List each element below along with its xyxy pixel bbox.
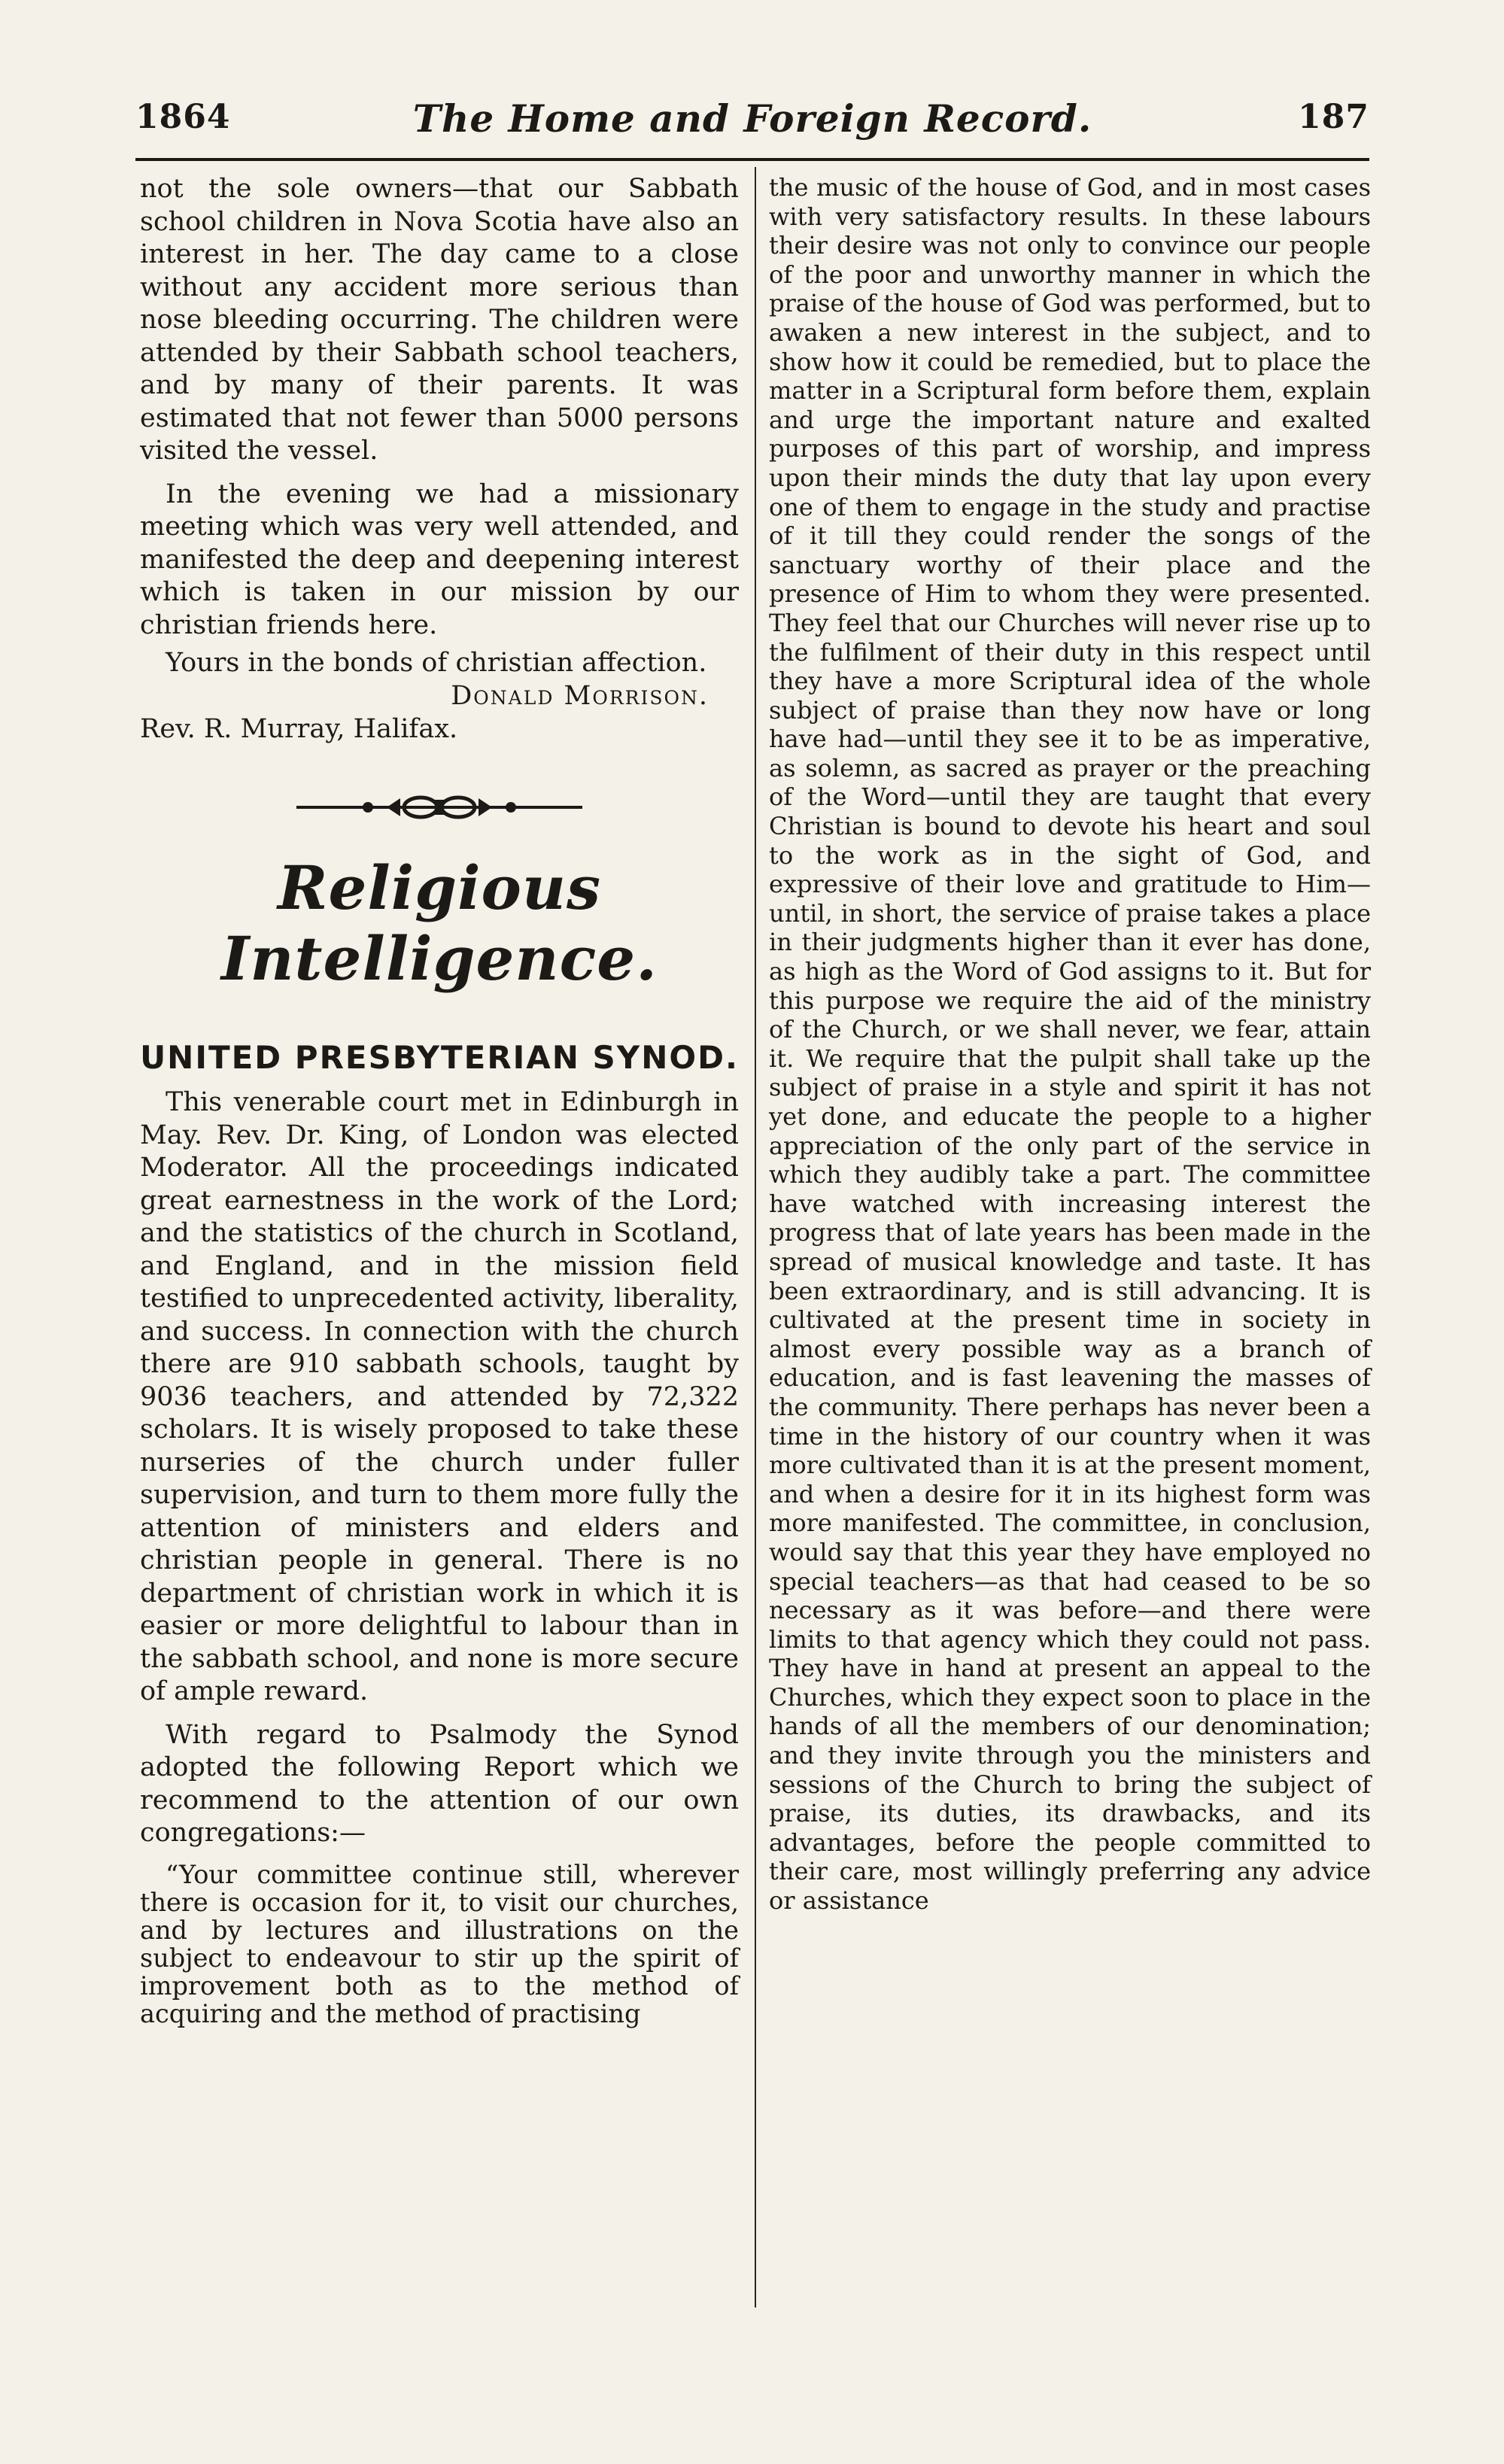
page-header (135, 96, 1369, 156)
page-number: 187 (1298, 98, 1369, 136)
left-column (140, 173, 739, 2028)
letter-recipient: Rev. R. Murray, Halifax. (140, 714, 458, 744)
letter-signoff: Yours in the bonds of christian affection. (166, 648, 707, 678)
right-column (769, 173, 1371, 1916)
header-year: 1864 (135, 98, 231, 136)
synod-paragraph: This venerable court met in Edinburgh in May. Rev. Dr. King, of London was elected Moderator. All the proceedings indicated great earnestness in the work of the Lord; and the statistics of the church in Scotland, and England, and in the mission field testified to unprecedented activity, liberality, and success. In connection with the church there are 910 sabbath schools, taught by 9036 teachers, and attended by 72,322 scholars. It is wisely proposed to take these nurseries of the church under fuller supervision, and turn to them more fully the attention of ministers and elders and christian people in general. There is no department of christian work in which it is easier or more delightful to labour than in the sabbath school, and none is more secure of ample reward. (140, 1087, 739, 1706)
letter-signer: Donald Morrison. (451, 681, 709, 711)
letter-paragraph-continued: not the sole owners—that our Sabbath school children in Nova Scotia have also an interest in her. The day came to a close without any accident more serious than nose bleeding occurring. The children were attended by their Sabbath school teachers, and by many of their parents. It was estimated that not fewer than 5000 persons visited the vessel. (140, 174, 739, 466)
section-ornament-divider (296, 792, 582, 822)
psalmody-intro-paragraph: With regard to Psalmody the Synod adopted the following Report which we recommend to the attention of our own congregations:— (140, 1719, 739, 1848)
publication-title: The Home and Foreign Record. (412, 96, 1092, 141)
section-heading: Religious Intelligence. (220, 852, 658, 994)
column-divider (755, 167, 756, 2308)
committee-report-quote-continued: the music of the house of God, and in most cases with very satisfactory results. In these labours their desire was not only to convince our people of the poor and unworthy manner in which the praise of the house of God was performed, but to awaken a new interest in the subject, and to show how it could be remedied, but to place the matter in a Scriptural form before them, explain and urge the important nature and exalted purposes of this part of worship, and impress upon their minds the duty that lay upon every one of them to engage in the study and practise of it till they could render the songs of the sanctuary worthy of their place and the presence of Him to whom they were presented. They feel that our Churches will never rise up to the fulfilment of their duty in this respect until they have a more Scriptural idea of the whole subject of praise than they now have or long have had—until they see it to be as imperative, as solemn, as sacred as prayer or the preaching of the Word—until they are taught that every Christian is bound to devote his heart and soul to the work as in the sight of God, and expressive of their love and gratitude to Him—until, in short, the service of praise takes a place in their judgments higher than it ever has done, as high as the Word of God assigns to it. But for this purpose we require the aid of the ministry of the Church, or we shall never, we fear, attain it. We require that the pulpit shall take up the subject of praise in a style and spirit it has not yet done, and educate the people to a higher appreciation of the only part of the service in which they audibly take a part. The committee have watched with increasing interest the progress that of late years has been made in the spread of musical knowledge and taste. It has been extraordinary, and is still advancing. It is cultivated at the present time in society in almost every possible way as a branch of education, and is fast leavening the masses of the community. There perhaps has never been a time in the history of our country when it was more cultivated than it is at the present moment, and when a desire for it in its highest form was more manifested. The committee, in conclusion, would say that this year they have employed no special teachers—as that had ceased to be so necessary as it was before—and there were limits to that agency which they could not pass. They have in hand at present an appeal to the Churches, which they expect soon to place in the hands of all the members of our denomination; and they invite through you the ministers and sessions of the Church to bring the subject of praise, its duties, its drawbacks, and its advantages, before the people committed to their care, most willingly preferring any advice or assistance (769, 173, 1371, 1916)
letter-paragraph-evening-meeting: In the evening we had a missionary meeting which was very well attended, and manifested the deep and deepening interest which is taken in our mission by our christian friends here. (140, 479, 739, 640)
header-rule (135, 158, 1369, 161)
article-subheading: UNITED PRESBYTERIAN SYNOD. (140, 1039, 739, 1076)
committee-report-quote-start: “Your committee continue still, wherever there is occasion for it, to visit our churches, and by lectures and illustrations on the subject to endeavour to stir up the spirit of improvement both as to the method of acquiring and the method of practising (140, 1859, 739, 2028)
